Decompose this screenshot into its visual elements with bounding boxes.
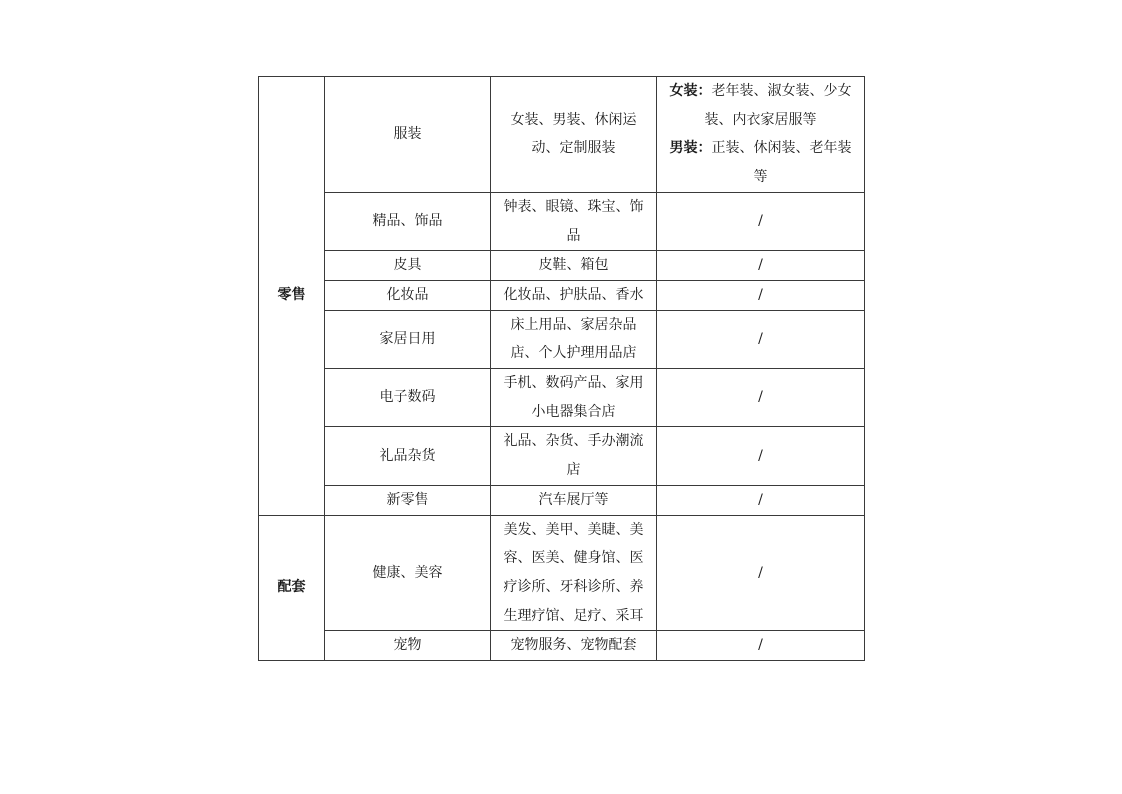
table-row: [259, 192, 865, 250]
subtype-cell: 钟表、眼镜、珠宝、饰品: [491, 192, 657, 250]
type-cell: 化妆品: [325, 280, 491, 310]
note-cell: /: [657, 485, 865, 515]
detail-text-women: 老年装、淑女装、少女装、内衣家居服等: [704, 83, 852, 128]
type-cell: 新零售: [325, 485, 491, 515]
category-cell-supporting: 配套: [259, 515, 325, 661]
detail-cell: 女装：老年装、淑女装、少女装、内衣家居服等 男装：正装、休闲装、老年装等: [657, 77, 865, 193]
category-table: [258, 76, 865, 661]
table-row: [259, 515, 865, 631]
category-cell-retail: 零售: [259, 77, 325, 516]
subtype-cell: 皮鞋、箱包: [491, 251, 657, 281]
note-cell: /: [657, 515, 865, 631]
table-row: [259, 251, 865, 281]
subtype-cell: 礼品、杂货、手办潮流店: [491, 427, 657, 485]
detail-label-men: 男装: [669, 140, 698, 157]
subtype-cell: 化妆品、护肤品、香水: [491, 280, 657, 310]
note-cell: /: [657, 192, 865, 250]
detail-text-men: 正装、休闲装、老年装等: [711, 140, 852, 186]
type-cell: 家居日用: [325, 310, 491, 368]
note-cell: /: [657, 310, 865, 368]
subtype-cell: 手机、数码产品、家用小电器集合店: [491, 369, 657, 427]
detail-label-women: 女装: [669, 83, 698, 99]
type-cell: 健康、美容: [325, 515, 491, 631]
subtype-cell: 床上用品、家居杂品店、个人护理用品店: [491, 310, 657, 368]
note-cell: /: [657, 631, 865, 661]
note-cell: /: [657, 369, 865, 427]
table-row: [259, 310, 865, 368]
type-cell: 皮具: [325, 251, 491, 281]
note-cell: /: [657, 280, 865, 310]
type-cell: 礼品杂货: [325, 427, 491, 485]
table-row: [259, 369, 865, 427]
note-cell: /: [657, 427, 865, 485]
type-cell: 精品、饰品: [325, 192, 491, 250]
table-row: [259, 77, 865, 193]
note-cell: /: [657, 251, 865, 281]
table-row: [259, 280, 865, 310]
table-row: [259, 631, 865, 661]
type-cell: 宠物: [325, 631, 491, 661]
subtype-cell: 宠物服务、宠物配套: [491, 631, 657, 661]
subtype-cell: 美发、美甲、美睫、美容、医美、健身馆、医疗诊所、牙科诊所、养生理疗馆、足疗、采耳: [491, 515, 657, 631]
subtype-cell: 汽车展厅等: [491, 485, 657, 515]
table-row: [259, 485, 865, 515]
subtype-cell: 女装、男装、休闲运动、定制服装: [491, 77, 657, 193]
table-row: [259, 427, 865, 485]
type-cell: 服装: [325, 77, 491, 193]
type-cell: 电子数码: [325, 369, 491, 427]
